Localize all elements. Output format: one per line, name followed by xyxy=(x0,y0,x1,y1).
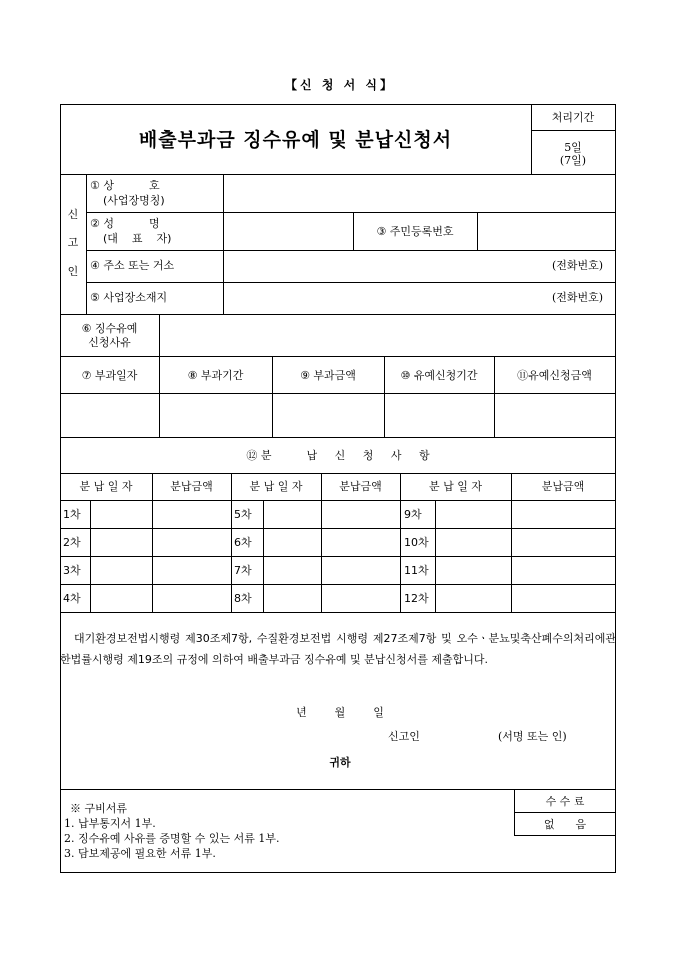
levy-date-field[interactable] xyxy=(61,394,158,436)
trade-name-sublabel: (사업장명칭) xyxy=(103,194,165,207)
deferral-reason-label-line1: ⑥ 징수유예 xyxy=(81,322,138,335)
signature-or-seal: (서명 또는 인) xyxy=(498,730,567,743)
declaration-text: 대기환경보전법시행령 제30조제7항, 수질환경보전법 시행령 제27조제7항 및 오수ㆍ분뇨및축산폐수의처리에관한법률시행령 제19조의 규정에 의하여 배출부과금 징수유예 및 분납신청서를 제출합니다. xyxy=(60,632,616,666)
trade-name-label: ① 상 호 xyxy=(90,179,160,192)
address-field[interactable] xyxy=(224,251,550,281)
form-title: 배출부과금 징수유예 및 분납신청서 xyxy=(138,129,453,151)
levy-date-header: ⑦ 부과일자 xyxy=(81,369,138,382)
business-phone-label: (전화번호) xyxy=(552,291,604,304)
installment-1-label: 1차 xyxy=(63,508,81,521)
required-document-3: 3. 담보제공에 필요한 서류 1부. xyxy=(64,847,216,860)
deferral-period-field[interactable] xyxy=(385,394,493,436)
applicant-signature-label: 신고인 xyxy=(388,730,420,743)
installment-amount-header-1: 분납금액 xyxy=(170,480,213,493)
required-documents-title: ※ 구비서류 xyxy=(70,802,128,815)
form-type-header: 【신 청 서 식】 xyxy=(285,78,395,92)
business-address-label: ⑤ 사업장소재지 xyxy=(90,291,168,304)
installment-10-label: 10차 xyxy=(404,536,429,549)
installment-12-label: 12차 xyxy=(404,592,429,605)
representative-name-label: ② 성 명 xyxy=(90,217,160,230)
required-document-1: 1. 납부통지서 1부. xyxy=(64,817,156,830)
installment-date-header-2: 분 납 일 자 xyxy=(249,480,303,493)
installment-date-header-3: 분 납 일 자 xyxy=(429,480,482,493)
installment-8-label: 8차 xyxy=(234,592,252,605)
levy-amount-header: ⑨ 부과금액 xyxy=(300,369,356,382)
installment-5-label: 5차 xyxy=(234,508,252,521)
installment-11-label: 11차 xyxy=(404,564,429,577)
processing-period-value: 5일 xyxy=(564,141,582,154)
levy-period-header: ⑧ 부과기간 xyxy=(187,369,244,382)
fee-value: 없 음 xyxy=(543,818,587,831)
address-label: ④ 주소 또는 거소 xyxy=(90,259,175,272)
deferral-reason-field[interactable] xyxy=(160,315,614,355)
addressee: 귀하 xyxy=(329,756,351,769)
deferral-reason-label-line2: 신청사유 xyxy=(88,336,131,349)
applicant-label-3: 인 xyxy=(67,265,79,278)
application-date: 년 월 일 xyxy=(296,706,384,719)
installment-2-label: 2차 xyxy=(63,536,81,549)
installment-3-label: 3차 xyxy=(63,564,81,577)
applicant-label-2: 고 xyxy=(67,236,79,249)
representative-name-field[interactable] xyxy=(224,213,352,249)
installment-date-header-1: 분 납 일 자 xyxy=(79,480,133,493)
processing-period-note: (7일) xyxy=(559,154,587,167)
deferral-amount-field[interactable] xyxy=(495,394,614,436)
levy-amount-field[interactable] xyxy=(273,394,383,436)
processing-period-label: 처리기간 xyxy=(551,111,595,124)
address-phone-label: (전화번호) xyxy=(552,259,604,272)
installment-9-label: 9차 xyxy=(404,508,422,521)
installment-6-label: 6차 xyxy=(234,536,252,549)
installment-amount-header-3: 분납금액 xyxy=(541,480,585,493)
installment-amount-header-2: 분납금액 xyxy=(339,480,382,493)
trade-name-field[interactable] xyxy=(224,175,614,211)
resident-number-field[interactable] xyxy=(478,213,614,249)
fee-label: 수 수 료 xyxy=(545,795,585,808)
installment-4-label: 4차 xyxy=(63,592,81,605)
installment-section-title: ⑫ 분 납 신 청 사 항 xyxy=(246,449,430,462)
required-document-2: 2. 징수유예 사유를 증명할 수 있는 서류 1부. xyxy=(64,832,280,845)
business-address-field[interactable] xyxy=(224,283,550,313)
installment-7-label: 7차 xyxy=(234,564,252,577)
levy-period-field[interactable] xyxy=(160,394,271,436)
representative-name-sublabel: (대 표 자) xyxy=(103,232,172,245)
resident-number-label: ③ 주민등록번호 xyxy=(376,225,454,238)
applicant-label-1: 신 xyxy=(67,208,79,221)
deferral-amount-header: ⑪유예신청금액 xyxy=(517,369,592,382)
deferral-period-header: ⑩ 유예신청기간 xyxy=(400,369,478,382)
